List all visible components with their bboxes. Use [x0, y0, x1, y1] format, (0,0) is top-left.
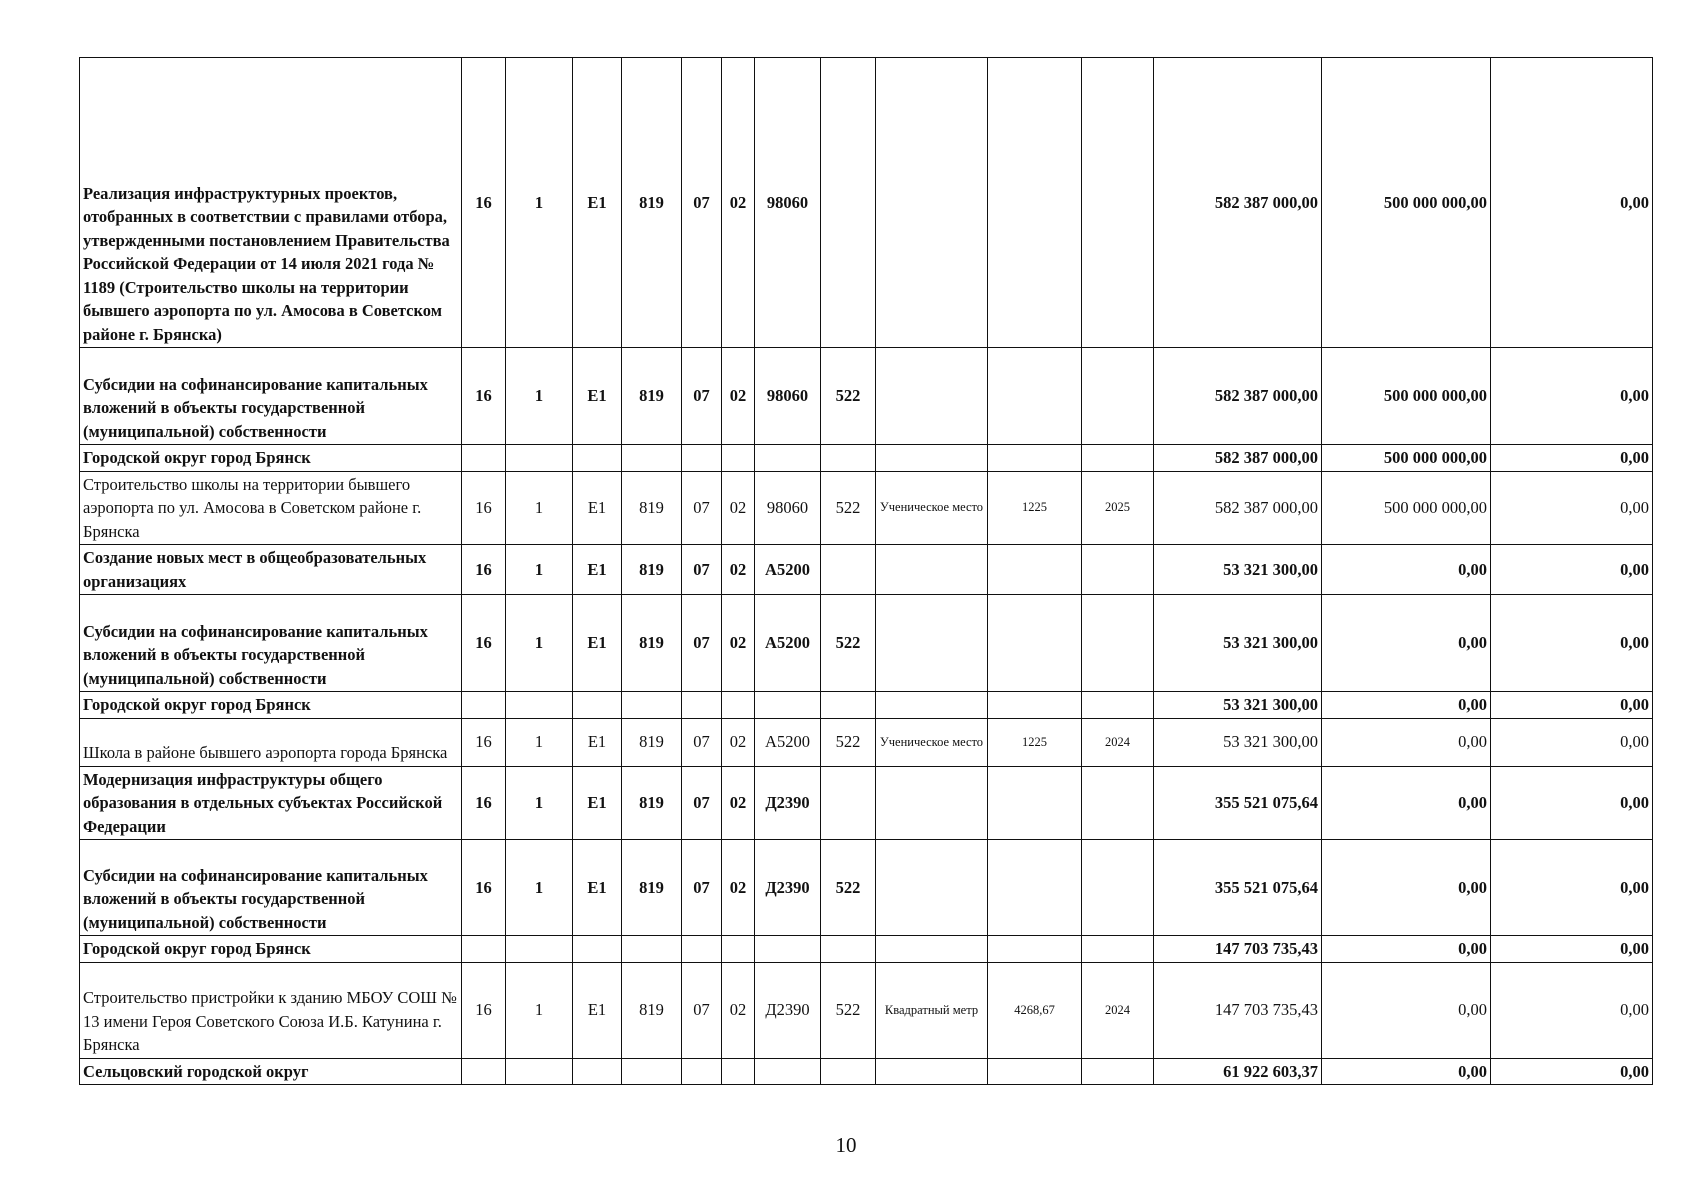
code-ministry-cell: 16	[462, 718, 506, 766]
code-project-cell: E1	[573, 840, 622, 936]
year-cell	[1082, 766, 1154, 840]
row-name-cell: Сельцовский городской округ	[80, 1058, 462, 1085]
unit-of-measure-cell	[876, 766, 988, 840]
row-name-cell: Строительство пристройки к зданию МБОУ СОШ № 13 имени Героя Советского Союза И.Б. Катунина г. Брянска	[80, 962, 462, 1058]
unit-of-measure-cell	[876, 840, 988, 936]
capacity-cell	[988, 445, 1082, 472]
table-row	[80, 595, 1653, 692]
amount-year-2-cell: 500 000 000,00	[1322, 445, 1491, 472]
code-project-cell	[573, 936, 622, 963]
row-name-cell: Школа в районе бывшего аэропорта города Брянска	[80, 718, 462, 766]
code-section-cell: 07	[682, 58, 722, 348]
code-program-cell	[506, 445, 573, 472]
code-program-cell: 1	[506, 58, 573, 348]
amount-year-2-cell: 0,00	[1322, 766, 1491, 840]
table-row	[80, 766, 1653, 840]
code-project-cell: E1	[573, 545, 622, 595]
district-total-row	[80, 936, 1653, 963]
code-expense-type-cell: 522	[821, 718, 876, 766]
code-gov-cell: 819	[622, 545, 682, 595]
amount-year-2-cell: 0,00	[1322, 840, 1491, 936]
code-subsection-cell	[722, 936, 755, 963]
amount-year-1-cell: 582 387 000,00	[1154, 348, 1322, 445]
amount-year-2-cell: 0,00	[1322, 718, 1491, 766]
amount-year-3-cell: 0,00	[1491, 58, 1653, 348]
code-subsection-cell: 02	[722, 58, 755, 348]
capacity-cell	[988, 692, 1082, 719]
unit-of-measure-cell: Квадратный метр	[876, 962, 988, 1058]
code-program-cell: 1	[506, 471, 573, 545]
code-subsection-cell: 02	[722, 595, 755, 692]
table-row	[80, 545, 1653, 595]
year-cell: 2024	[1082, 962, 1154, 1058]
amount-year-2-cell: 0,00	[1322, 962, 1491, 1058]
year-cell: 2024	[1082, 718, 1154, 766]
page-number: 10	[835, 1133, 857, 1157]
code-program-cell: 1	[506, 595, 573, 692]
capacity-cell: 1225	[988, 718, 1082, 766]
code-program-cell: 1	[506, 766, 573, 840]
code-subsection-cell	[722, 1058, 755, 1085]
code-expense-type-cell	[821, 692, 876, 719]
code-ministry-cell: 16	[462, 840, 506, 936]
code-expense-type-cell	[821, 936, 876, 963]
code-gov-cell: 819	[622, 595, 682, 692]
code-section-cell: 07	[682, 595, 722, 692]
table-row	[80, 348, 1653, 445]
code-project-cell: E1	[573, 595, 622, 692]
code-expense-type-cell	[821, 766, 876, 840]
amount-year-3-cell: 0,00	[1491, 692, 1653, 719]
code-program-cell	[506, 692, 573, 719]
code-expense-type-cell: 522	[821, 471, 876, 545]
code-program-cell: 1	[506, 840, 573, 936]
code-section-cell: 07	[682, 962, 722, 1058]
row-name-cell: Строительство школы на территории бывшего аэропорта по ул. Амосова в Советском районе г. Брянска	[80, 471, 462, 545]
capacity-cell: 4268,67	[988, 962, 1082, 1058]
capacity-cell	[988, 348, 1082, 445]
code-target-cell	[755, 445, 821, 472]
unit-of-measure-cell	[876, 692, 988, 719]
code-gov-cell: 819	[622, 718, 682, 766]
code-ministry-cell: 16	[462, 962, 506, 1058]
year-cell	[1082, 1058, 1154, 1085]
amount-year-3-cell: 0,00	[1491, 348, 1653, 445]
amount-year-2-cell: 0,00	[1322, 1058, 1491, 1085]
amount-year-3-cell: 0,00	[1491, 936, 1653, 963]
table-row	[80, 962, 1653, 1058]
code-gov-cell	[622, 692, 682, 719]
amount-year-2-cell: 500 000 000,00	[1322, 58, 1491, 348]
code-target-cell: 98060	[755, 58, 821, 348]
code-gov-cell: 819	[622, 348, 682, 445]
unit-of-measure-cell	[876, 545, 988, 595]
code-expense-type-cell: 522	[821, 595, 876, 692]
unit-of-measure-cell	[876, 445, 988, 472]
district-total-row	[80, 445, 1653, 472]
capacity-cell	[988, 840, 1082, 936]
code-ministry-cell: 16	[462, 595, 506, 692]
code-project-cell: E1	[573, 718, 622, 766]
code-subsection-cell: 02	[722, 766, 755, 840]
code-section-cell	[682, 936, 722, 963]
unit-of-measure-cell	[876, 58, 988, 348]
amount-year-2-cell: 0,00	[1322, 595, 1491, 692]
table-row	[80, 718, 1653, 766]
code-subsection-cell: 02	[722, 840, 755, 936]
row-name-cell: Субсидии на софинансирование капитальных вложений в объекты государственной (муниципальной) собственности	[80, 840, 462, 936]
code-section-cell: 07	[682, 766, 722, 840]
code-project-cell: E1	[573, 348, 622, 445]
year-cell	[1082, 348, 1154, 445]
code-program-cell	[506, 936, 573, 963]
amount-year-1-cell: 147 703 735,43	[1154, 962, 1322, 1058]
year-cell	[1082, 595, 1154, 692]
amount-year-2-cell: 0,00	[1322, 545, 1491, 595]
amount-year-1-cell: 582 387 000,00	[1154, 471, 1322, 545]
code-ministry-cell	[462, 936, 506, 963]
table-row	[80, 58, 1653, 348]
code-target-cell: Д2390	[755, 766, 821, 840]
amount-year-3-cell: 0,00	[1491, 445, 1653, 472]
code-program-cell	[506, 1058, 573, 1085]
code-ministry-cell	[462, 692, 506, 719]
code-expense-type-cell	[821, 445, 876, 472]
year-cell	[1082, 58, 1154, 348]
table-body	[80, 58, 1653, 1085]
code-gov-cell: 819	[622, 840, 682, 936]
code-section-cell	[682, 1058, 722, 1085]
amount-year-3-cell: 0,00	[1491, 840, 1653, 936]
code-subsection-cell: 02	[722, 545, 755, 595]
amount-year-3-cell: 0,00	[1491, 718, 1653, 766]
row-name-cell: Субсидии на софинансирование капитальных вложений в объекты государственной (муниципальной) собственности	[80, 348, 462, 445]
amount-year-3-cell: 0,00	[1491, 962, 1653, 1058]
code-gov-cell	[622, 445, 682, 472]
capacity-cell	[988, 58, 1082, 348]
code-section-cell	[682, 445, 722, 472]
code-section-cell: 07	[682, 545, 722, 595]
code-section-cell	[682, 692, 722, 719]
code-project-cell: E1	[573, 58, 622, 348]
capacity-cell	[988, 545, 1082, 595]
amount-year-3-cell: 0,00	[1491, 1058, 1653, 1085]
code-project-cell	[573, 445, 622, 472]
table-row	[80, 471, 1653, 545]
amount-year-1-cell: 61 922 603,37	[1154, 1058, 1322, 1085]
code-section-cell: 07	[682, 471, 722, 545]
code-section-cell: 07	[682, 718, 722, 766]
capacity-cell	[988, 1058, 1082, 1085]
code-expense-type-cell	[821, 545, 876, 595]
code-subsection-cell: 02	[722, 718, 755, 766]
code-target-cell: A5200	[755, 545, 821, 595]
amount-year-3-cell: 0,00	[1491, 766, 1653, 840]
code-target-cell: Д2390	[755, 840, 821, 936]
unit-of-measure-cell: Ученическое место	[876, 471, 988, 545]
code-gov-cell	[622, 1058, 682, 1085]
code-expense-type-cell: 522	[821, 348, 876, 445]
unit-of-measure-cell	[876, 348, 988, 445]
amount-year-3-cell: 0,00	[1491, 471, 1653, 545]
code-target-cell: Д2390	[755, 962, 821, 1058]
code-gov-cell: 819	[622, 962, 682, 1058]
code-target-cell: 98060	[755, 471, 821, 545]
amount-year-2-cell: 0,00	[1322, 936, 1491, 963]
unit-of-measure-cell	[876, 936, 988, 963]
code-program-cell: 1	[506, 545, 573, 595]
capacity-cell	[988, 595, 1082, 692]
unit-of-measure-cell	[876, 1058, 988, 1085]
code-expense-type-cell: 522	[821, 962, 876, 1058]
table-row	[80, 840, 1653, 936]
unit-of-measure-cell	[876, 595, 988, 692]
code-subsection-cell: 02	[722, 962, 755, 1058]
code-target-cell: A5200	[755, 595, 821, 692]
code-ministry-cell: 16	[462, 348, 506, 445]
district-total-row	[80, 1058, 1653, 1085]
row-name-cell: Субсидии на софинансирование капитальных вложений в объекты государственной (муниципальной) собственности	[80, 595, 462, 692]
code-target-cell	[755, 1058, 821, 1085]
code-ministry-cell: 16	[462, 766, 506, 840]
row-name-cell: Городской округ город Брянск	[80, 692, 462, 719]
code-target-cell	[755, 936, 821, 963]
code-program-cell: 1	[506, 962, 573, 1058]
district-total-row	[80, 692, 1653, 719]
code-section-cell: 07	[682, 348, 722, 445]
code-expense-type-cell	[821, 1058, 876, 1085]
code-program-cell: 1	[506, 718, 573, 766]
year-cell	[1082, 545, 1154, 595]
budget-table	[79, 57, 1653, 1085]
code-project-cell: E1	[573, 962, 622, 1058]
code-ministry-cell: 16	[462, 58, 506, 348]
code-target-cell	[755, 692, 821, 719]
code-gov-cell: 819	[622, 58, 682, 348]
year-cell	[1082, 936, 1154, 963]
code-gov-cell: 819	[622, 766, 682, 840]
code-subsection-cell: 02	[722, 348, 755, 445]
amount-year-1-cell: 582 387 000,00	[1154, 58, 1322, 348]
amount-year-1-cell: 582 387 000,00	[1154, 445, 1322, 472]
code-project-cell: E1	[573, 471, 622, 545]
amount-year-1-cell: 355 521 075,64	[1154, 766, 1322, 840]
code-gov-cell	[622, 936, 682, 963]
code-project-cell	[573, 1058, 622, 1085]
amount-year-3-cell: 0,00	[1491, 545, 1653, 595]
code-ministry-cell	[462, 1058, 506, 1085]
capacity-cell: 1225	[988, 471, 1082, 545]
year-cell	[1082, 445, 1154, 472]
row-name-cell: Городской округ город Брянск	[80, 445, 462, 472]
code-gov-cell: 819	[622, 471, 682, 545]
amount-year-3-cell: 0,00	[1491, 595, 1653, 692]
amount-year-2-cell: 0,00	[1322, 692, 1491, 719]
year-cell: 2025	[1082, 471, 1154, 545]
code-subsection-cell	[722, 445, 755, 472]
code-section-cell: 07	[682, 840, 722, 936]
row-name-cell: Городской округ город Брянск	[80, 936, 462, 963]
year-cell	[1082, 840, 1154, 936]
year-cell	[1082, 692, 1154, 719]
amount-year-1-cell: 53 321 300,00	[1154, 595, 1322, 692]
amount-year-1-cell: 355 521 075,64	[1154, 840, 1322, 936]
code-expense-type-cell	[821, 58, 876, 348]
row-name-cell: Реализация инфраструктурных проектов, отобранных в соответствии с правилами отбора, утвержденными постановлением Правительства Российской Федерации от 14 июля 2021 года № 1189 (Строительство школы на территории бывшего аэропорта по ул. Амосова в Советском районе г. Брянска)	[80, 58, 462, 348]
code-project-cell: E1	[573, 766, 622, 840]
code-project-cell	[573, 692, 622, 719]
capacity-cell	[988, 936, 1082, 963]
code-target-cell: A5200	[755, 718, 821, 766]
code-program-cell: 1	[506, 348, 573, 445]
amount-year-1-cell: 53 321 300,00	[1154, 718, 1322, 766]
code-ministry-cell	[462, 445, 506, 472]
code-ministry-cell: 16	[462, 545, 506, 595]
amount-year-1-cell: 53 321 300,00	[1154, 545, 1322, 595]
amount-year-2-cell: 500 000 000,00	[1322, 471, 1491, 545]
capacity-cell	[988, 766, 1082, 840]
code-target-cell: 98060	[755, 348, 821, 445]
code-subsection-cell: 02	[722, 471, 755, 545]
amount-year-1-cell: 53 321 300,00	[1154, 692, 1322, 719]
row-name-cell: Создание новых мест в общеобразовательных организациях	[80, 545, 462, 595]
row-name-cell: Модернизация инфраструктуры общего образования в отдельных субъектах Российской Федерации	[80, 766, 462, 840]
amount-year-1-cell: 147 703 735,43	[1154, 936, 1322, 963]
unit-of-measure-cell: Ученическое место	[876, 718, 988, 766]
code-subsection-cell	[722, 692, 755, 719]
amount-year-2-cell: 500 000 000,00	[1322, 348, 1491, 445]
code-expense-type-cell: 522	[821, 840, 876, 936]
code-ministry-cell: 16	[462, 471, 506, 545]
